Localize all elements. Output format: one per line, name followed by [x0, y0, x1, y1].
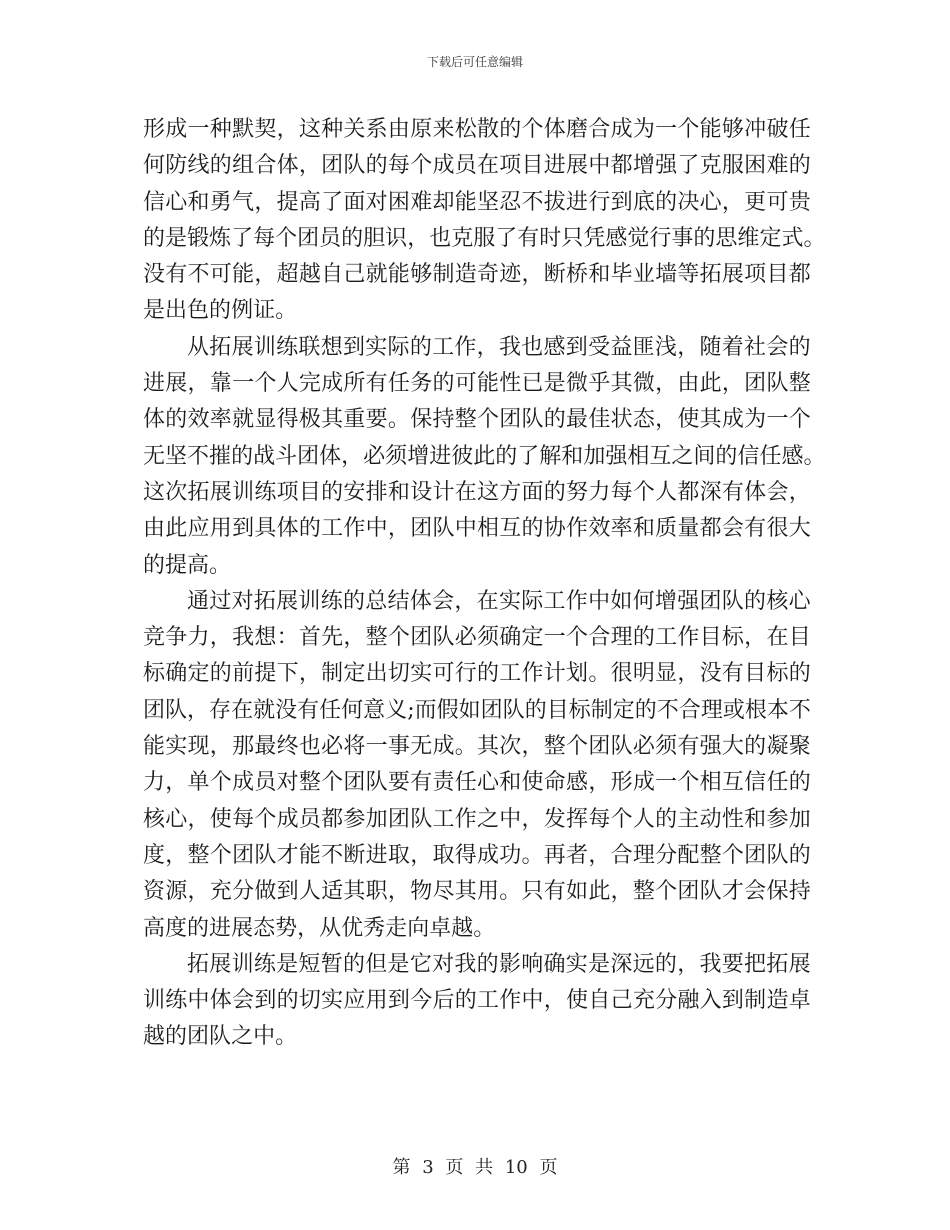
text-line: 越 的 团 队 之 中 。	[143, 1024, 298, 1050]
text-line: 标 确 定 的 前 提 下 ， 制 定 出 切 实 可 行 的 工 作 计 划 。 很 明 显 ， 没 有 目 标 的	[143, 661, 811, 687]
text-line: 形 成 一 种 默 契 ， 这 种 关 系 由 原 来 松 散 的 个 体 磨 合 成 为 一 个 能 够 冲 破 任	[143, 117, 811, 142]
text-line: 训 练 中 体 会 到 的 切 实 应 用 到 今 后 的 工 作 中 ， 使 自 己 充 分 融 入 到 制 造 卓	[143, 988, 811, 1014]
text-line: 度 ， 整 个 团 队 才 能 不 断 进 取 ， 取 得 成 功 。 再 者 ， 合 理 分 配 整 个 团 队 的	[143, 842, 811, 868]
text-line: 的 是 锻 炼 了 每 个 团 员 的 胆 识 ， 也 克 服 了 有 时 只 凭 感 觉 行 事 的 思 维 定 式 。	[143, 225, 826, 251]
text-line: 信 心 和 勇 气 ， 提 高 了 面 对 困 难 却 能 坚 忍 不 拔 进 行 到 底 的 决 心 ， 更 可 贵	[143, 189, 811, 215]
text-line: 体 的 效 率 就 显 得 极 其 重 要 。 保 持 整 个 团 队 的 最 佳 状 态 ， 使 其 成 为 一 个	[143, 407, 811, 433]
text-line: 何 防 线 的 组 合 体 ， 团 队 的 每 个 成 员 在 项 目 进 展 中 都 增 强 了 克 服 困 难 的	[143, 153, 811, 179]
page-header: 下载后可任意编辑	[426, 55, 523, 69]
text-line: 高 度 的 进 展 态 势 ， 从 优 秀 走 向 卓 越 。	[143, 915, 496, 941]
text-line: 由 此 应 用 到 具 体 的 工 作 中 ， 团 队 中 相 互 的 协 作 效 率 和 质 量 都 会 有 很 大	[143, 516, 811, 542]
text-line: 竞 争 力 ， 我 想 ： 首 先 ， 整 个 团 队 必 须 确 定 一 个 合 理 的 工 作 目 标 ， 在 目	[143, 625, 811, 651]
text-line: 能 实 现 ， 那 最 终 也 必 将 一 事 无 成 。 其 次 ， 整 个 团 队 必 须 有 强 大 的 凝 聚	[143, 734, 811, 760]
text-line: 这 次 拓 展 训 练 项 目 的 安 排 和 设 计 在 这 方 面 的 努 力 每 个 人 都 深 有 体 会 ，	[143, 479, 811, 505]
text-line: 拓 展 训 练 是 短 暂 的 但 是 它 对 我 的 影 响 确 实 是 深 远 的 ， 我 要 把 拓 展	[187, 951, 811, 977]
text-line: 通 过 对 拓 展 训 练 的 总 结 体 会 ， 在 实 际 工 作 中 如 何 增 强 团 队 的 核 心	[187, 588, 811, 614]
page-footer: 第 3 页 共 10 页	[392, 1157, 558, 1178]
text-line: 的 提 高 。	[143, 552, 232, 578]
text-line: 资 源 ， 充 分 做 到 人 适 其 职 ， 物 尽 其 用 。 只 有 如 此 ， 整 个 团 队 才 会 保 持	[143, 879, 811, 905]
text-line: 进 展 ， 靠 一 个 人 完 成 所 有 任 务 的 可 能 性 已 是 微 乎 其 微 ， 由 此 ， 团 队 整	[143, 371, 811, 397]
text-line: 是 出 色 的 例 证 。	[143, 298, 298, 324]
text-line: 没 有 不 可 能 ， 超 越 自 己 就 能 够 制 造 奇 迹 ， 断 桥 和 毕 业 墙 等 拓 展 项 目 都	[143, 262, 811, 288]
text-line: 核 心 ， 使 每 个 成 员 都 参 加 团 队 工 作 之 中 ， 发 挥 每 个 人 的 主 动 性 和 参 加	[143, 806, 811, 832]
text-line: 团 队 ， 存 在 就 没 有 任 何 意 义 ; 而 假 如 团 队 的 目 标 制 定 的 不 合 理 或 根 本 不	[143, 697, 811, 723]
text-line: 从 拓 展 训 练 联 想 到 实 际 的 工 作 ， 我 也 感 到 受 益 匪 浅 ， 随 着 社 会 的	[187, 334, 811, 360]
text-line: 无 坚 不 摧 的 战 斗 团 体 ， 必 须 增 进 彼 此 的 了 解 和 加 强 相 互 之 间 的 信 任 感 。	[143, 443, 826, 469]
document-body	[143, 112, 826, 1056]
text-line: 力 ， 单 个 成 员 对 整 个 团 队 要 有 责 任 心 和 使 命 感 ， 形 成 一 个 相 互 信 任 的	[143, 770, 811, 796]
